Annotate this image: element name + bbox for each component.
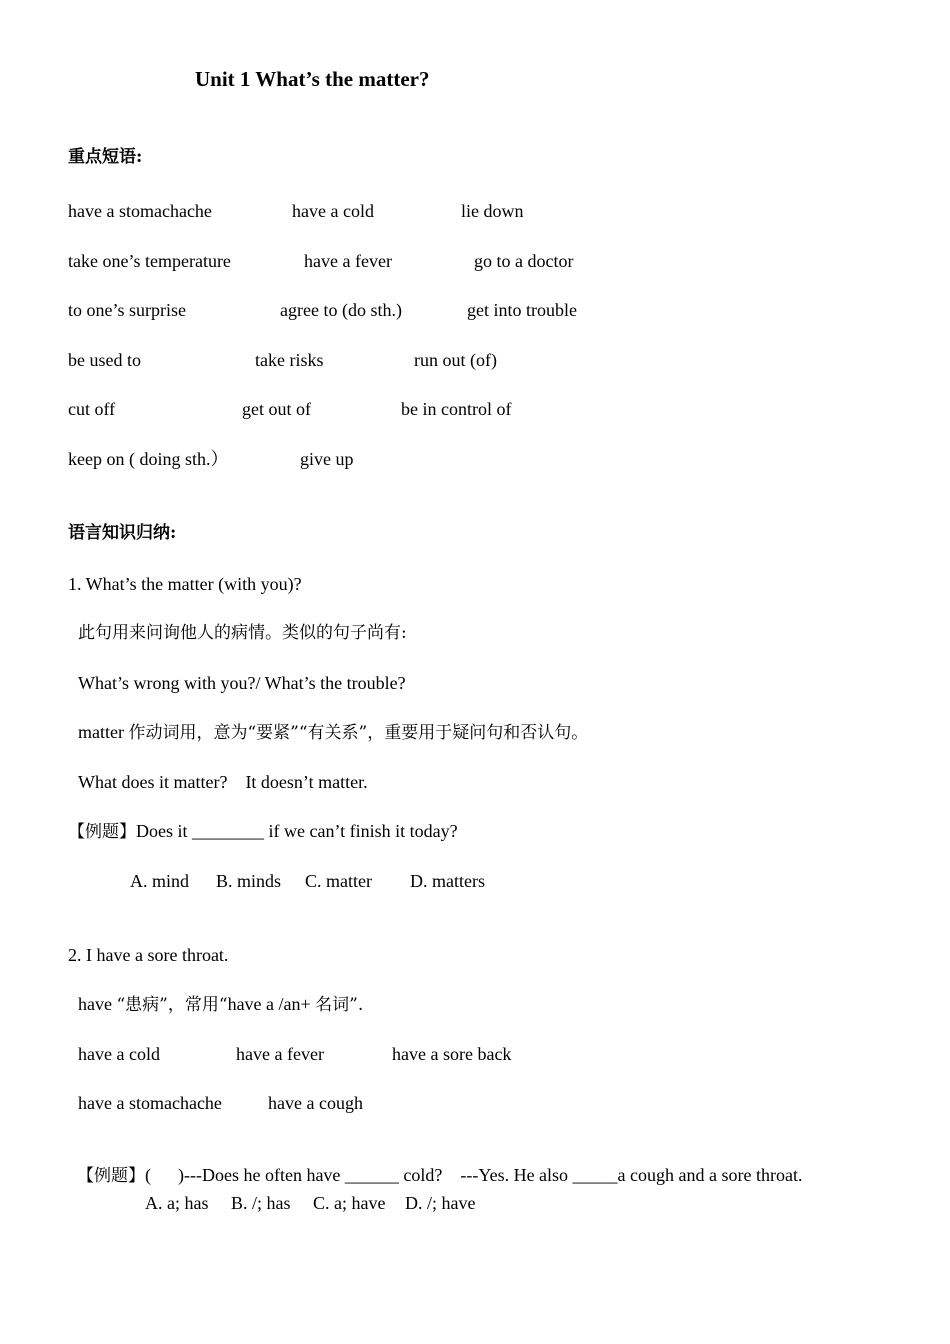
exercise-tag: 【例题】: [68, 822, 136, 842]
exercise-text: ( )---Does he often have ______ cold? ---Yes. He also _____a cough and a sore throat.: [145, 1165, 803, 1185]
option: A. a; has: [145, 1193, 209, 1213]
phrase: to one’s surprise: [68, 300, 186, 320]
point1-similar: What’s wrong with you?/ What’s the trouble?: [78, 673, 406, 693]
phrase: agree to (do sth.): [280, 300, 402, 320]
have-pattern: have a /an+: [227, 994, 311, 1014]
point1-examples: What does it matter? It doesn’t matter.: [78, 772, 368, 792]
matter-word: matter: [78, 722, 124, 742]
option: D. /; have: [405, 1193, 476, 1213]
phrase: take one’s temperature: [68, 251, 231, 271]
phrase: have a sore back: [392, 1044, 512, 1064]
phrase: have a stomachache: [78, 1093, 222, 1113]
phrase: go to a doctor: [474, 251, 574, 271]
phrase: take risks: [255, 350, 324, 370]
point2-exercise: [68, 1142, 802, 1187]
point1-exercise: [68, 820, 458, 843]
phrase: have a fever: [304, 251, 392, 271]
phrase: have a cold: [78, 1044, 160, 1064]
exercise-text: Does it ________ if we can’t finish it today?: [136, 821, 458, 841]
option: B. minds: [216, 871, 282, 891]
option: D. matters: [410, 871, 485, 891]
phrase: get into trouble: [467, 300, 577, 320]
point2-sentence: 2. I have a sore throat.: [68, 945, 229, 965]
option: C. matter: [305, 871, 372, 891]
phrase: be used to: [68, 350, 141, 370]
point2-have-line: [78, 993, 363, 1016]
option: C. a; have: [313, 1193, 386, 1213]
exercise-tag: 【例题】: [77, 1166, 145, 1186]
matter-explanation: 作动词用，意为“要紧”“有关系”，重要用于疑问句和否认句。: [128, 723, 589, 743]
phrase: give up: [300, 449, 354, 469]
option: A. mind: [130, 871, 190, 891]
phrases-heading: 重点短语:: [68, 147, 143, 167]
phrase: be in control of: [401, 399, 512, 419]
point1-matter-line: [78, 721, 588, 744]
phrase: run out (of): [414, 350, 497, 370]
phrase: have a stomachache: [68, 201, 212, 221]
have-explanation-2: 名词”.: [315, 995, 364, 1015]
phrase: have a cold: [292, 201, 374, 221]
point1-sentence: 1. What’s the matter (with you)?: [68, 574, 302, 594]
point1-note: 此句用来问询他人的病情。类似的句子尚有:: [78, 623, 407, 643]
knowledge-heading: 语言知识归纳:: [68, 523, 177, 543]
have-explanation-1: “患病”，常用“: [116, 995, 228, 1015]
option: B. /; has: [231, 1193, 291, 1213]
phrase: have a cough: [268, 1093, 363, 1113]
page-title: Unit 1 What’s the matter?: [195, 67, 430, 91]
have-word: have: [78, 994, 112, 1014]
phrase: lie down: [461, 201, 524, 221]
phrase: keep on ( doing sth.）: [68, 449, 229, 469]
phrase: get out of: [242, 399, 311, 419]
phrase: cut off: [68, 399, 116, 419]
phrase: have a fever: [236, 1044, 324, 1064]
